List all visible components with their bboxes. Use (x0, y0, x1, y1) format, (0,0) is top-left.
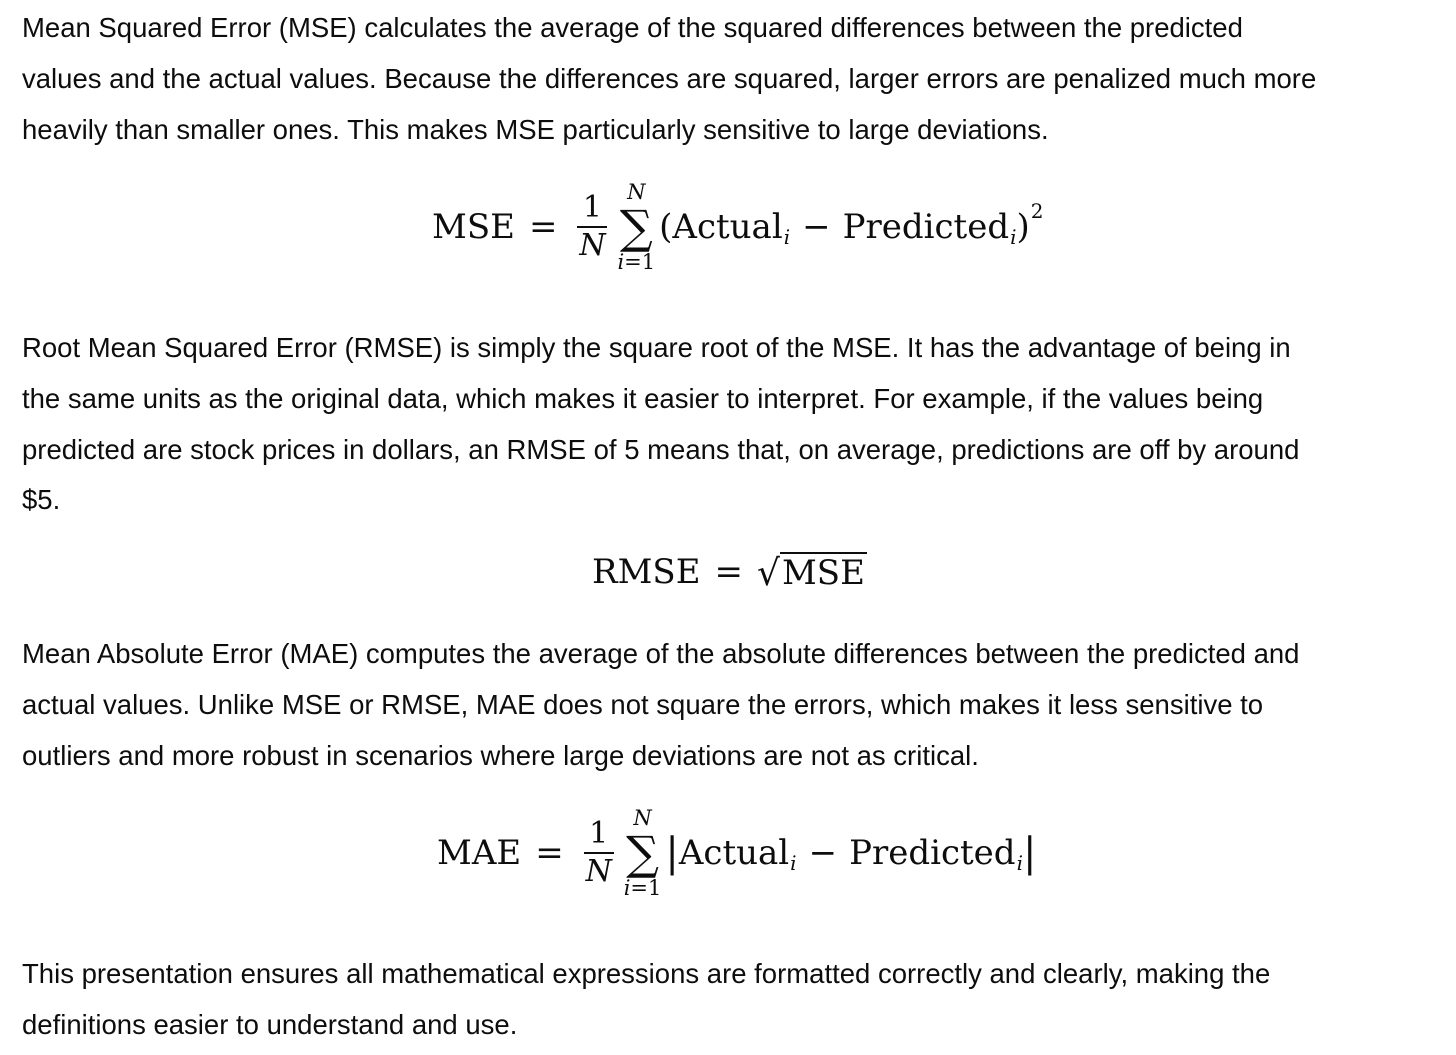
close-paren: ) (1016, 207, 1030, 247)
text-line: This presentation ensures all mathematical expressions are formatted correctly and clearly, making the (22, 958, 1271, 989)
text-line: heavily than smaller ones. This makes MSE particularly sensitive to large deviations. (22, 113, 1049, 145)
predicted-term: Predicted (849, 833, 1016, 873)
fraction-denominator: N (579, 228, 606, 263)
text-line: definitions easier to understand and use. (22, 1008, 518, 1040)
minus-sign: − (808, 833, 838, 873)
sum-lower-limit (624, 876, 662, 900)
sigma-symbol: ∑ (626, 826, 659, 880)
abs-bar-open: | (665, 830, 679, 876)
text-line: $5. (22, 484, 61, 516)
sum-lower-limit (617, 250, 655, 274)
predicted-term: Predicted (842, 207, 1010, 247)
radicand: MSE (781, 553, 865, 593)
exponent: 2 (1030, 199, 1044, 223)
formula-lhs: RMSE (592, 552, 701, 592)
predicted-subscript: i (1010, 225, 1017, 249)
abs-bar-close: | (1022, 830, 1037, 876)
summation (617, 180, 655, 274)
mse-paragraph (22, 3, 1316, 155)
open-paren: ( (659, 207, 673, 247)
fraction-denominator: N (585, 854, 612, 889)
sum-start: =1 (624, 250, 656, 274)
radical-sign: √ (757, 553, 780, 594)
text-line: Mean Squared Error (MSE) calculates the average of the squared differences between the predicted (22, 12, 1243, 43)
mae-formula (437, 806, 1036, 900)
sum-index: i (617, 250, 625, 274)
text-line: actual values. Unlike MSE or RMSE, MAE does not square the errors, which makes it less sensitive to (22, 688, 1264, 720)
minus-sign: − (802, 207, 831, 247)
mse-formula (432, 180, 1044, 274)
predicted-subscript: i (1016, 851, 1023, 875)
actual-term: Actual (678, 833, 790, 873)
sum-upper-limit: N (627, 180, 646, 204)
closing-paragraph (22, 949, 1270, 1051)
actual-subscript: i (790, 851, 797, 875)
fraction-numerator: 1 (582, 190, 602, 225)
rmse-paragraph (22, 323, 1299, 526)
actual-term: Actual (672, 207, 783, 247)
text-line: the same units as the original data, which makes it easier to interpret. For example, if the values being (22, 382, 1264, 414)
text-line: values and the actual values. Because the differences are squared, larger errors are penalized much more (22, 62, 1317, 94)
rmse-formula (592, 552, 867, 592)
equals-sign: = (714, 552, 744, 592)
equals-sign: = (535, 833, 564, 873)
text-line: Root Mean Squared Error (RMSE) is simply the square root of the MSE. It has the advantage of being in (22, 332, 1291, 363)
square-root (757, 552, 867, 592)
fraction (584, 816, 614, 890)
text-line: outliers and more robust in scenarios where large deviations are not as critical. (22, 739, 979, 771)
summation (624, 806, 662, 900)
text-line: predicted are stock prices in dollars, an RMSE of 5 means that, on average, predictions are off by around (22, 433, 1300, 465)
fraction-numerator: 1 (589, 816, 609, 851)
formula-lhs: MSE (432, 207, 515, 247)
sum-index: i (623, 876, 631, 900)
formula-lhs: MAE (437, 833, 522, 873)
sum-start: =1 (630, 876, 662, 900)
sigma-symbol: ∑ (619, 200, 653, 254)
sum-upper-limit: N (633, 806, 652, 830)
mae-paragraph (22, 629, 1299, 781)
equals-sign: = (528, 207, 558, 247)
actual-subscript: i (783, 225, 791, 249)
text-line: Mean Absolute Error (MAE) computes the average of the absolute differences between the predicted and (22, 638, 1300, 669)
fraction (577, 190, 607, 264)
